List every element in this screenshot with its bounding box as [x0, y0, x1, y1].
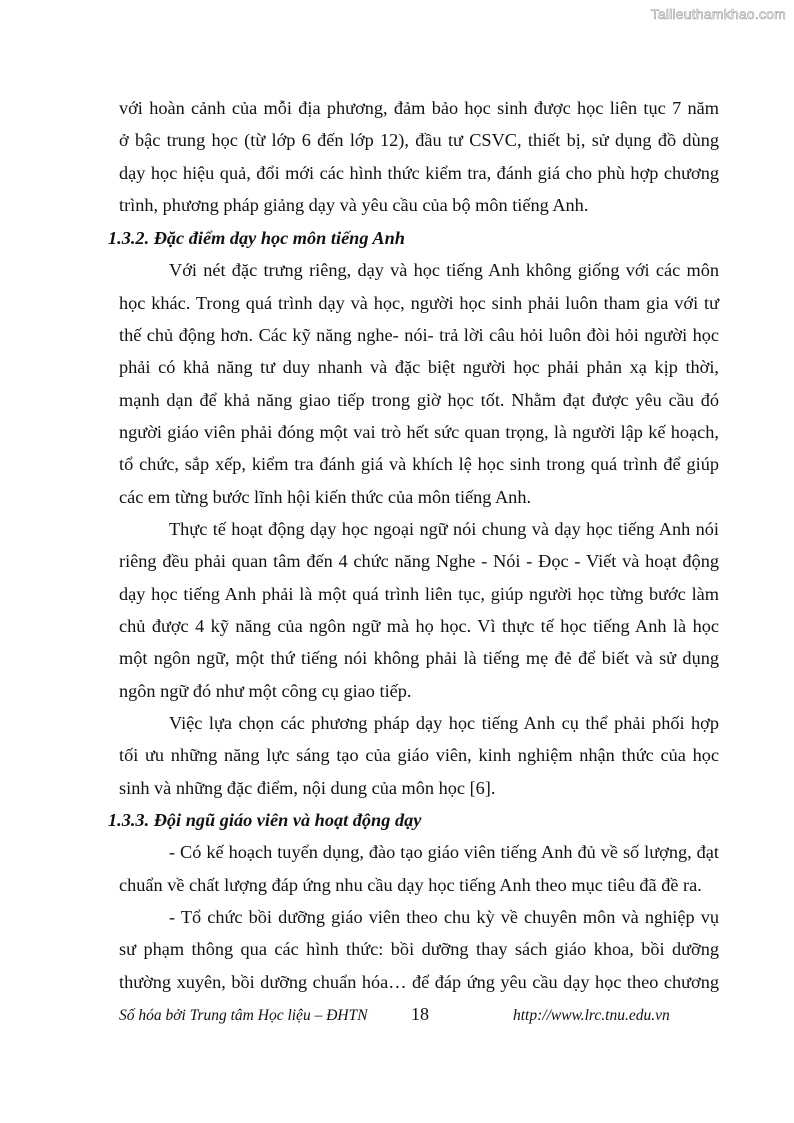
section-heading-1-3-3: 1.3.3. Đội ngũ giáo viên và hoạt động dạy	[108, 810, 422, 830]
body-line: phải có khả năng tư duy nhanh và đặc biệt người học phải phản xạ kịp thời,	[119, 357, 719, 377]
body-line: chủ được 4 kỹ năng của ngôn ngữ mà họ học. Vì thực tế học tiếng Anh là học	[119, 616, 719, 636]
page-number: 18	[411, 1004, 429, 1024]
body-line: ngôn ngữ đó như một công cụ giao tiếp.	[119, 681, 412, 701]
body-line: Với nét đặc trưng riêng, dạy và học tiếng Anh không giống với các môn	[169, 260, 719, 280]
body-line: một ngôn ngữ, một thứ tiếng nói không phải là tiếng mẹ đẻ để biết và sử dụng	[119, 648, 719, 668]
body-line: Việc lựa chọn các phương pháp dạy học tiếng Anh cụ thể phải phối hợp	[169, 713, 719, 733]
body-line: dạy học hiệu quả, đổi mới các hình thức kiểm tra, đánh giá cho phù hợp chương	[119, 163, 719, 183]
body-line: học khác. Trong quá trình dạy và học, người học sinh phải luôn tham gia với tư	[119, 293, 719, 313]
body-line: chuẩn về chất lượng đáp ứng nhu cầu dạy học tiếng Anh theo mục tiêu đã đề ra.	[119, 875, 702, 895]
body-line: - Có kế hoạch tuyển dụng, đào tạo giáo viên tiếng Anh đủ về số lượng, đạt	[169, 842, 719, 862]
body-line: với hoàn cảnh của mỗi địa phương, đảm bảo học sinh được học liên tục 7 năm	[119, 98, 719, 118]
body-line: thường xuyên, bồi dưỡng chuẩn hóa… để đáp ứng yêu cầu dạy học theo chương	[119, 972, 719, 992]
body-line: tối ưu những năng lực sáng tạo của giáo viên, kinh nghiệm nhận thức của học	[119, 745, 719, 765]
body-line: Thực tế hoạt động dạy học ngoại ngữ nói chung và dạy học tiếng Anh nói	[169, 519, 719, 539]
body-line: mạnh dạn để khả năng giao tiếp trong giờ học tốt. Nhằm đạt được yêu cầu đó	[119, 390, 719, 410]
footer-url: http://www.lrc.tnu.edu.vn	[513, 1007, 670, 1024]
watermark: Tailieuthamkhao.com	[650, 6, 786, 22]
body-line: người giáo viên phải đóng một vai trò hết sức quan trọng, là người lập kế hoạch,	[119, 422, 719, 442]
footer-source: Số hóa bởi Trung tâm Học liệu – ĐHTN	[119, 1007, 368, 1024]
body-line: tổ chức, sắp xếp, kiểm tra đánh giá và khích lệ học sinh trong quá trình để giúp	[119, 454, 719, 474]
body-line: riêng đều phải quan tâm đến 4 chức năng Nghe - Nói - Đọc - Viết và hoạt động	[119, 551, 719, 571]
section-heading-1-3-2: 1.3.2. Đặc điểm dạy học môn tiếng Anh	[108, 228, 405, 248]
body-line: dạy học tiếng Anh phải là một quá trình liên tục, giúp người học từng bước làm	[119, 584, 719, 604]
body-line: sinh và những đặc điểm, nội dung của môn học [6].	[119, 778, 496, 798]
body-line: - Tổ chức bồi dưỡng giáo viên theo chu kỳ về chuyên môn và nghiệp vụ	[169, 907, 719, 927]
body-line: các em từng bước lĩnh hội kiến thức của môn tiếng Anh.	[119, 487, 532, 507]
body-line: ở bậc trung học (từ lớp 6 đến lớp 12), đầu tư CSVC, thiết bị, sử dụng đồ dùng	[119, 130, 719, 150]
body-line: trình, phương pháp giảng dạy và yêu cầu của bộ môn tiếng Anh.	[119, 195, 589, 215]
body-line: sư phạm thông qua các hình thức: bồi dưỡng thay sách giáo khoa, bồi dưỡng	[119, 939, 719, 959]
body-line: thế chủ động hơn. Các kỹ năng nghe- nói- trả lời câu hỏi luôn đòi hỏi người học	[119, 325, 719, 345]
